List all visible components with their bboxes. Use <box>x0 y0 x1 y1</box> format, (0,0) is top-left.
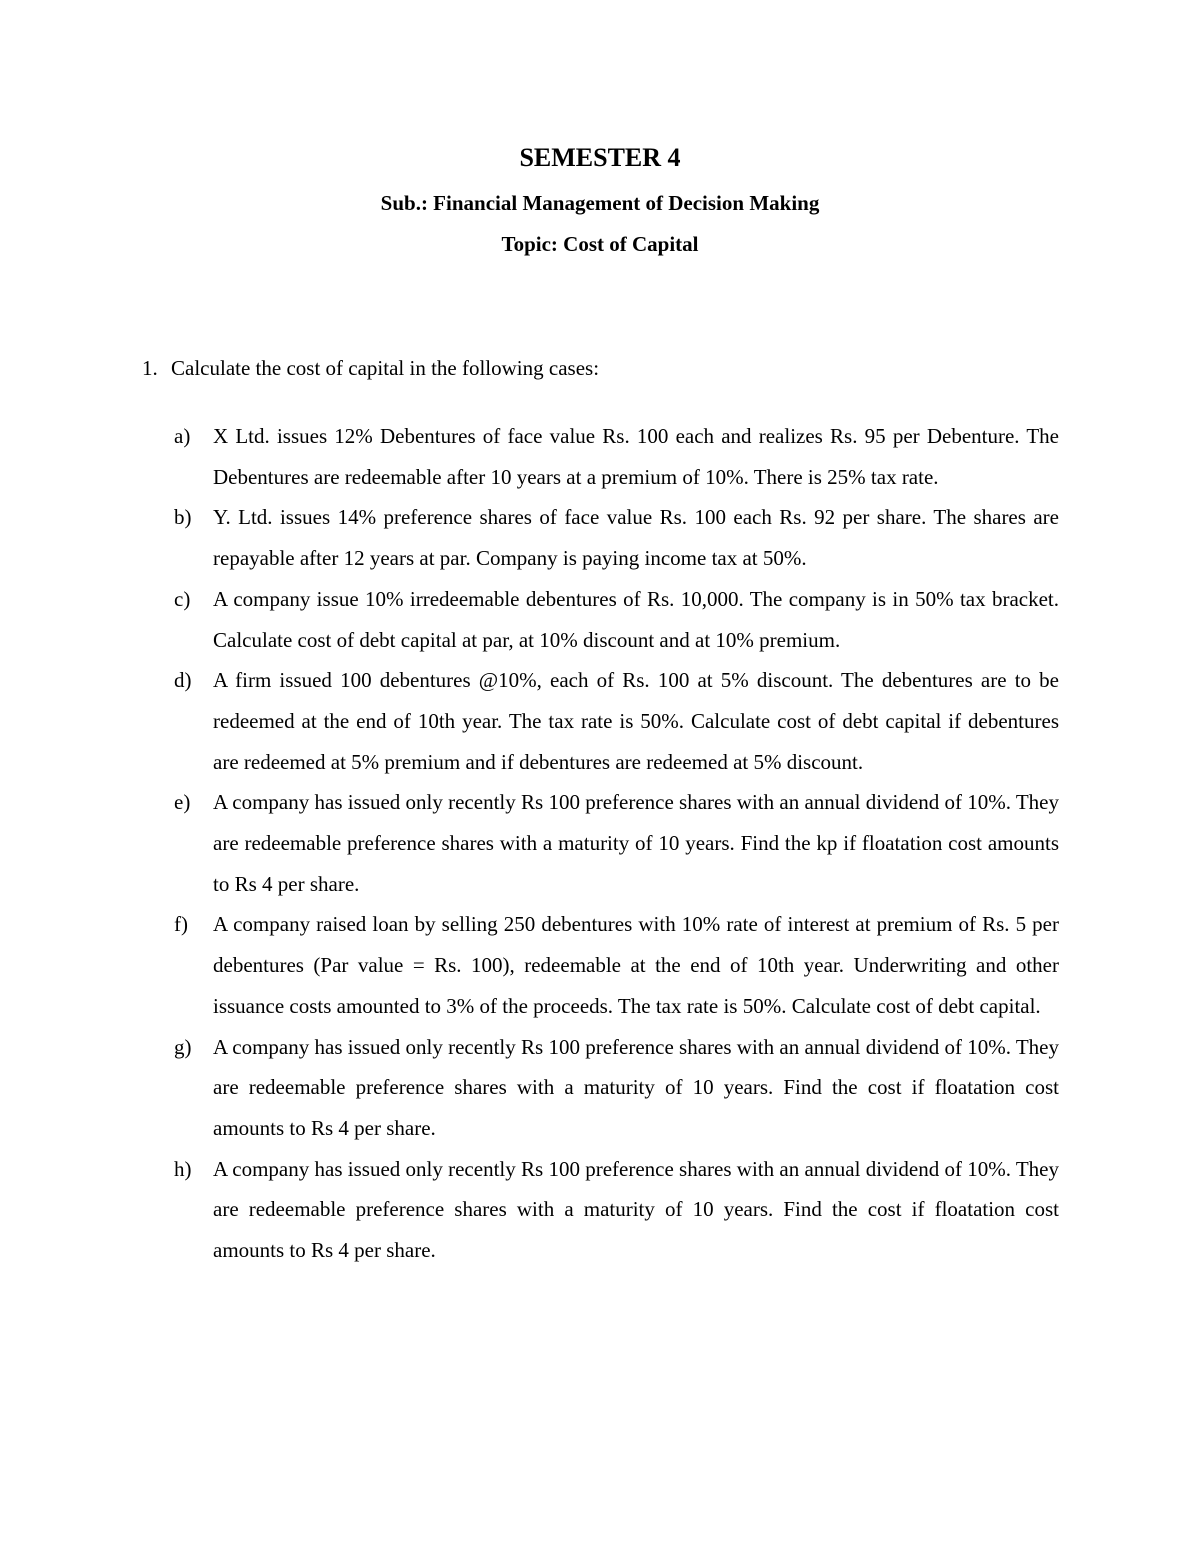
case-item-d <box>0 660 1200 782</box>
question-1 <box>142 350 599 386</box>
case-text: A company has issued only recently Rs 100 preference shares with an annual dividend of 10%. They are redeemable preference shares with a maturity of 10 years. Find the cost if floatation cost amounts to Rs 4 per share. <box>213 1156 1059 1263</box>
case-text: X Ltd. issues 12% Debentures of face value Rs. 100 each and realizes Rs. 95 per Debenture. The Debentures are redeemable after 10 years at a premium of 10%. There is 25% tax rate. <box>213 424 1059 489</box>
case-label: c) <box>174 586 191 611</box>
page-title: SEMESTER 4 <box>519 143 681 172</box>
case-text: A firm issued 100 debentures @10%, each of Rs. 100 at 5% discount. The debentures are to be redeemed at the end of 10th year. The tax rate is 50%. Calculate cost of debt capital if debentures are redeemed at 5% premium and if debentures are redeemed at 5% discount. <box>213 668 1059 774</box>
case-item-e <box>0 782 1200 904</box>
question-number: 1. <box>142 356 158 380</box>
case-label: f) <box>174 912 188 937</box>
case-label: d) <box>174 668 192 693</box>
case-text: A company issue 10% irredeemable debentures of Rs. 10,000. The company is in 50% tax bracket. Calculate cost of debt capital at par, at 10% discount and at 10% premium. <box>213 586 1059 652</box>
question-text: Calculate the cost of capital in the following cases: <box>171 356 600 380</box>
case-label: b) <box>174 505 192 530</box>
case-text: Y. Ltd. issues 14% preference shares of face value Rs. 100 each Rs. 92 per share. The shares are repayable after 12 years at par. Company is paying income tax at 50%. <box>213 505 1059 571</box>
case-label: a) <box>174 424 191 448</box>
case-label: e) <box>174 790 191 815</box>
case-item-f <box>0 904 1200 1026</box>
case-item-c <box>0 579 1200 660</box>
subject-heading: Sub.: Financial Management of Decision Making <box>380 191 820 215</box>
case-label: h) <box>174 1156 192 1181</box>
case-item-a <box>0 416 1200 497</box>
case-label: g) <box>174 1034 192 1059</box>
case-text: A company has issued only recently Rs 100 preference shares with an annual dividend of 10%. They are redeemable preference shares with a maturity of 10 years. Find the kp if floatation cost amounts to Rs 4 per share. <box>213 790 1059 896</box>
case-item-g <box>0 1027 1200 1149</box>
case-list <box>0 416 1200 1271</box>
topic-heading: Topic: Cost of Capital <box>501 232 699 256</box>
case-text: A company has issued only recently Rs 100 preference shares with an annual dividend of 10%. They are redeemable preference shares with a maturity of 10 years. Find the cost if floatation cost amounts to Rs 4 per share. <box>213 1034 1059 1140</box>
case-text: A company raised loan by selling 250 debentures with 10% rate of interest at premium of Rs. 5 per debentures (Par value = Rs. 100), redeemable at the end of 10th year. Underwriting and other issuance costs amounted to 3% of the proceeds. The tax rate is 50%. Calculate cost of debt capital. <box>213 912 1059 1018</box>
case-item-b <box>0 497 1200 578</box>
case-item-h <box>0 1149 1200 1271</box>
